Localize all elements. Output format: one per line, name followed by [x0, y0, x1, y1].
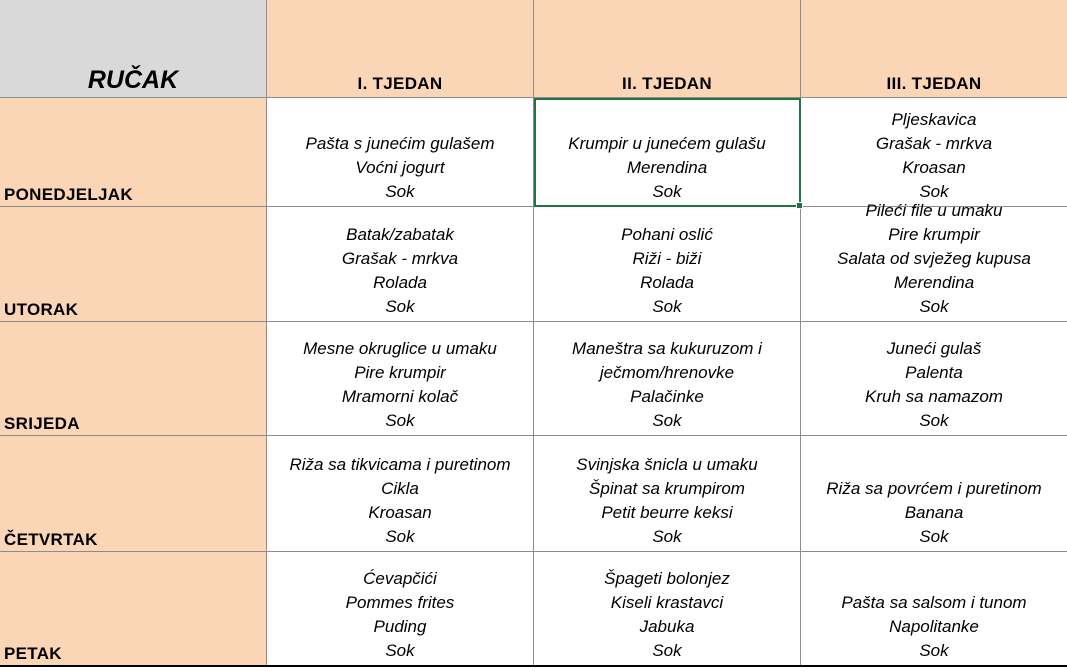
meal-item: Pašta s junećim gulašem	[305, 134, 495, 153]
meal-item: Batak/zabatak	[346, 225, 454, 244]
meal-cell-week-1-srijeda[interactable]	[267, 322, 534, 436]
day-cell-cetvrtak[interactable]	[0, 436, 267, 552]
meal-item: Juneći gulaš	[886, 339, 982, 358]
meal-item: Riži - biži	[632, 249, 702, 268]
meal-item: Sok	[385, 527, 415, 546]
meal-item: Sok	[652, 527, 682, 546]
day-label: UTORAK	[4, 300, 79, 319]
meal-cell-week-2-srijeda[interactable]	[534, 322, 801, 436]
week-1-header[interactable]	[267, 0, 534, 98]
meal-item: Kroasan	[368, 503, 432, 522]
meal-item: Sok	[385, 641, 415, 660]
day-label: SRIJEDA	[4, 414, 80, 433]
week-2-label: II. TJEDAN	[622, 74, 712, 93]
meal-item: Pohani oslić	[621, 225, 713, 244]
day-cell-ponedjeljak[interactable]	[0, 98, 267, 207]
meal-item: Špageti bolonjez	[604, 569, 730, 588]
meal-cell-week-1-utorak[interactable]	[267, 207, 534, 322]
meal-item: Sok	[919, 527, 949, 546]
page-title: RUČAK	[87, 66, 179, 94]
meal-item: Riža sa povrćem i puretinom	[826, 479, 1042, 498]
meal-item: Mesne okruglice u umaku	[303, 339, 497, 358]
meal-item: Rolada	[640, 273, 694, 292]
meal-cell-week-3-cetvrtak[interactable]	[801, 436, 1067, 552]
meal-item: Pire krumpir	[354, 363, 446, 382]
meal-item: ječmom/hrenovke	[599, 363, 735, 382]
meal-item: Mramorni kolač	[341, 387, 459, 406]
meal-item: Riža sa tikvicama i puretinom	[289, 455, 511, 474]
meal-item: Rolada	[373, 273, 427, 292]
meal-item: Sok	[652, 411, 682, 430]
meal-item: Svinjska šnicla u umaku	[576, 455, 758, 474]
week-2-header[interactable]	[534, 0, 801, 98]
meal-item: Sok	[385, 182, 415, 201]
meal-item: Napolitanke	[889, 617, 979, 636]
grid-bottom-border	[0, 665, 1067, 667]
meal-item: Pire krumpir	[888, 225, 980, 244]
meal-cell-week-1-ponedjeljak[interactable]	[267, 98, 534, 207]
day-label: PETAK	[4, 644, 62, 663]
meal-item: Pljeskavica	[891, 110, 977, 129]
meal-item: Puding	[373, 617, 427, 636]
meal-cell-week-3-ponedjeljak[interactable]	[801, 98, 1067, 207]
meal-cell-week-2-utorak[interactable]	[534, 207, 801, 322]
meal-item: Sok	[652, 641, 682, 660]
meal-item: Pommes frites	[345, 593, 455, 612]
meal-item: Pašta sa salsom i tunom	[841, 593, 1027, 612]
meal-cell-week-2-petak[interactable]	[534, 552, 801, 666]
meal-item: Sok	[919, 297, 949, 316]
meal-item: Banana	[904, 503, 964, 522]
day-label: PONEDJELJAK	[4, 185, 133, 204]
meal-cell-week-1-petak[interactable]	[267, 552, 534, 666]
meal-item: Sok	[919, 641, 949, 660]
meal-item: Sok	[919, 411, 949, 430]
meal-item: Sok	[652, 182, 682, 201]
meal-item: Sok	[385, 297, 415, 316]
meal-item: Merendina	[893, 273, 975, 292]
day-cell-petak[interactable]	[0, 552, 267, 666]
meal-cell-week-3-srijeda[interactable]	[801, 322, 1067, 436]
meal-cell-week-1-cetvrtak[interactable]	[267, 436, 534, 552]
meal-item: Grašak - mrkva	[875, 134, 993, 153]
meal-item: Sok	[385, 411, 415, 430]
meal-item: Maneštra sa kukuruzom i	[572, 339, 762, 358]
meal-item: Merendina	[626, 158, 708, 177]
meal-item: Voćni jogurt	[355, 158, 445, 177]
meal-item: Petit beurre keksi	[601, 503, 733, 522]
week-1-label: I. TJEDAN	[357, 74, 443, 93]
meal-item: Cikla	[381, 479, 419, 498]
meal-item: Pileći file u umaku	[865, 201, 1003, 220]
day-cell-srijeda[interactable]	[0, 322, 267, 436]
meal-item: Kroasan	[902, 158, 966, 177]
meal-item: Špinat sa krumpirom	[589, 479, 745, 498]
title-cell[interactable]	[0, 0, 267, 98]
day-label: ČETVRTAK	[4, 530, 98, 549]
meal-cell-week-3-petak[interactable]	[801, 552, 1067, 666]
meal-item: Krumpir u junećem gulašu	[568, 134, 766, 153]
week-3-label: III. TJEDAN	[886, 74, 982, 93]
meal-cell-week-2-cetvrtak[interactable]	[534, 436, 801, 552]
meal-cell-week-3-utorak[interactable]	[801, 201, 1067, 322]
meal-item: Grašak - mrkva	[341, 249, 459, 268]
meal-item: Sok	[919, 182, 949, 201]
meal-item: Kiseli krastavci	[610, 593, 724, 612]
meal-item: Ćevapčići	[363, 569, 437, 588]
meal-item: Palačinke	[630, 387, 704, 406]
meal-item: Kruh sa namazom	[865, 387, 1003, 406]
meal-item: Salata od svježeg kupusa	[837, 249, 1031, 268]
meal-item: Jabuka	[639, 617, 695, 636]
meal-cell-week-2-ponedjeljak[interactable]	[534, 98, 801, 207]
day-cell-utorak[interactable]	[0, 207, 267, 322]
meal-item: Sok	[652, 297, 682, 316]
meal-item: Palenta	[905, 363, 963, 382]
week-3-header[interactable]	[801, 0, 1067, 98]
